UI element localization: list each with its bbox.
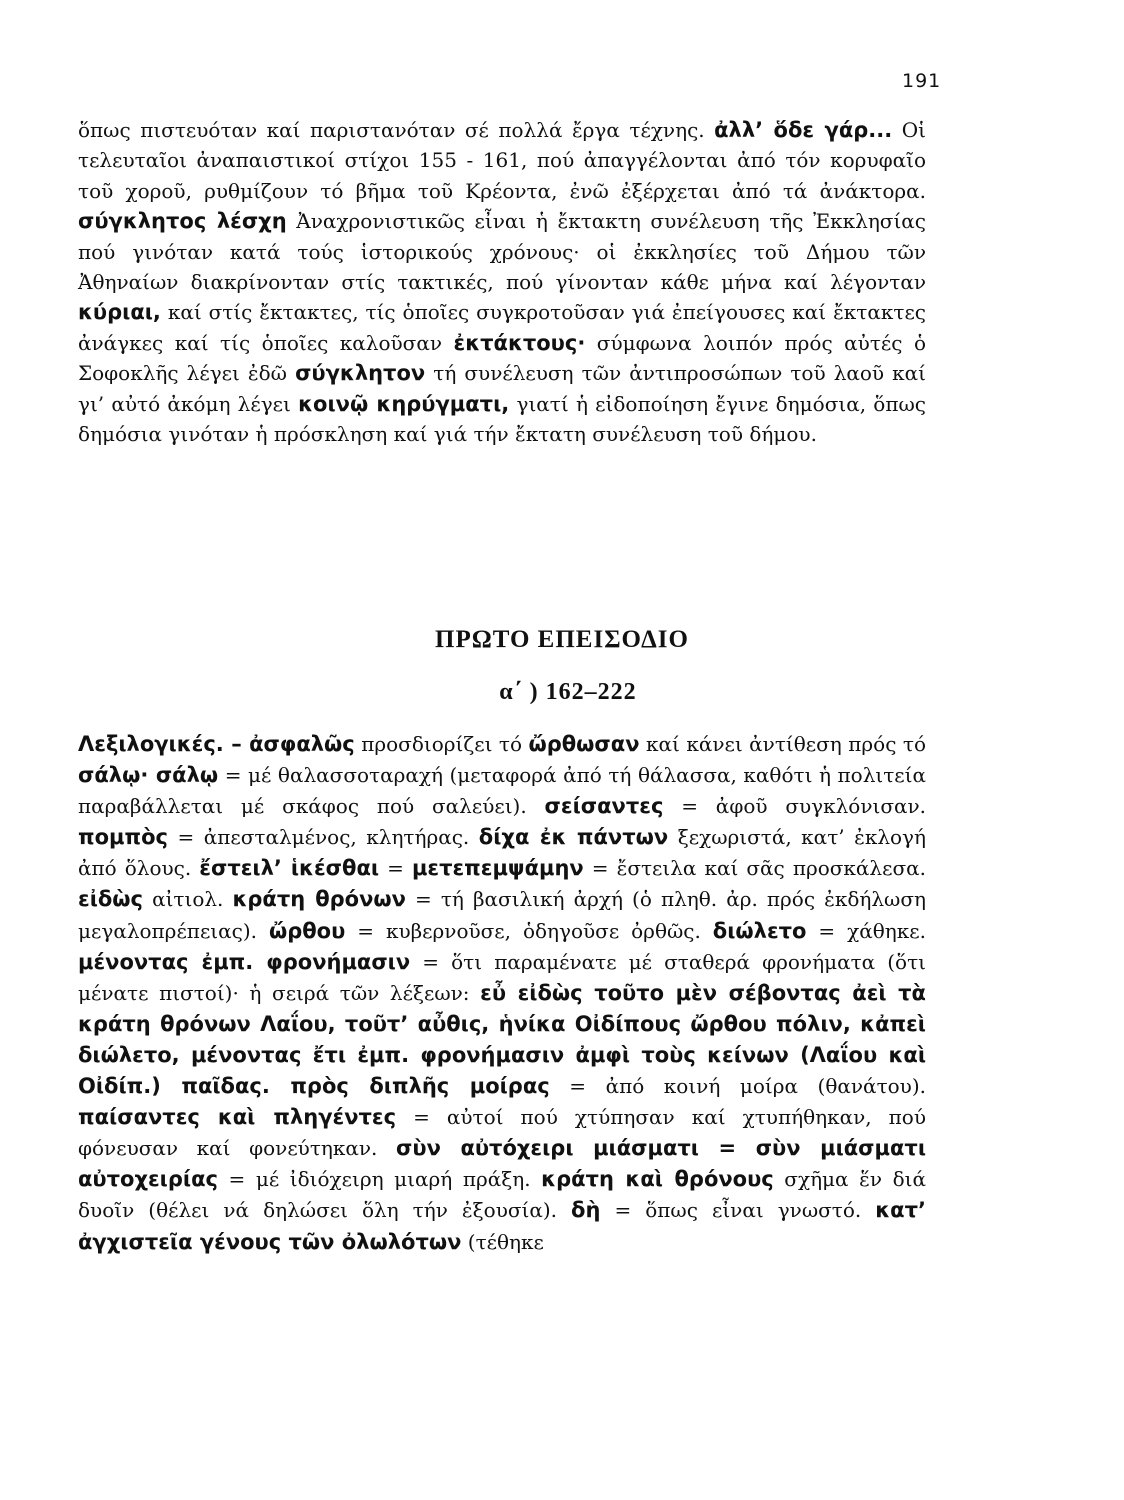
body-text: = ὅτι παραμένατε μέ σταθερά φρονήματα (ὅτι μένατε πιστοί)· ἡ σειρά τῶν λέξεων: (78, 949, 926, 1005)
commentary-paragraph (78, 115, 926, 449)
bold-term: μένοντας ἐμπ. φρονήμασιν (78, 949, 411, 974)
bold-term: κατ’ ἀγχιστεῖα γένους τῶν ὀλωλότων (78, 1198, 926, 1254)
bold-term: σὺν αὐτόχειρι μιάσματι = σὺν μιάσματι αὐτοχειρίας (78, 1136, 926, 1192)
body-text: = μέ θαλασσοταραχή (μεταφορά ἀπό τή θάλασσα, καθότι ἡ πολιτεία παραβάλλεται μέ σκάφος πού σαλεύει). (78, 763, 926, 819)
body-text: = μέ ἰδιόχειρη μιαρή πράξη. (217, 1167, 542, 1192)
bold-term: ἀλλ’ ὅδε γάρ... (714, 118, 893, 142)
bold-term: σάλῳ· σάλῳ (78, 763, 219, 788)
body-text: αἰτιολ. (143, 887, 233, 912)
bold-term: πομπὸς (78, 825, 168, 850)
body-text: σχῆμα ἕν διά δυοῖν (θέλει νά δηλώσει ὅλη τήν ἐξουσία). (78, 1167, 926, 1223)
bold-term: κοινῷ κηρύγματι, (298, 391, 510, 416)
body-text: καί στίς ἔκτακτες, τίς ὁποῖες συγκροτοῦσαν γιά ἐπείγουσες καί ἔκτακτες ἀνάγκες καί τίς ὁποῖες καλοῦσαν (78, 300, 926, 355)
vocabulary-paragraph (78, 729, 926, 1258)
bold-term: σείσαντες (544, 794, 664, 819)
body-text: (τέθηκε (461, 1229, 544, 1254)
body-text: = αὐτοί πού χτύπησαν καί χτυπήθηκαν, πού φόνευσαν καί φονεύτηκαν. (78, 1105, 926, 1161)
page-number: 191 (902, 70, 942, 92)
body-text: γιατί ἡ εἰδοποίηση ἔγινε δημόσια, ὅπως δημόσια γινόταν ἡ πρόσκληση καί γιά τήν ἔκτατη συνέλευση τοῦ δήμου. (78, 391, 926, 447)
bold-term: μετεπεμψάμην (411, 856, 584, 881)
body-text: = (379, 856, 412, 881)
bold-term: σύγκλητος λέσχη (78, 209, 287, 234)
body-text: = ἀπεσταλμένος, κλητήρας. (167, 825, 479, 850)
bold-term: κύριαι, (78, 300, 161, 325)
bold-term: εἰδὼς (78, 887, 143, 912)
bold-term: εὖ εἰδὼς τοῦτο μὲν σέβοντας ἀεὶ τὰ κράτη θρόνων Λαΐου, τοῦτ’ αὖθις, ἡνίκα Οἰδίπους ὤρθου πόλιν, κἀπεὶ διώλετο, μένοντας ἔτι ἐμπ. φρονήμασιν ἀμφὶ τοὺς κείνων (Λαΐου καὶ Οἰδίπ.) παῖδας. πρὸς διπλῆς μοίρας (78, 980, 926, 1099)
body-text: καί κάνει ἀντίθεση πρός τό (639, 732, 926, 756)
section-heading: ΠΡΩΤΟ ΕΠΕΙΣΟΔΙΟ (435, 626, 689, 653)
bold-term: δὴ (571, 1198, 601, 1223)
bold-term: ὤρθωσαν (528, 732, 640, 756)
bold-term: ἔστειλ’ ἱκέσθαι (199, 856, 380, 881)
body-text: = ὅπως εἶναι γνωστό. (600, 1198, 876, 1223)
body-text: = κυβερνοῦσε, ὁδηγοῦσε ὀρθῶς. (345, 918, 713, 943)
body-text: = ἀπό κοινή μοίρα (θανάτου). (549, 1074, 926, 1099)
body-text: = τή βασιλική ἀρχή (ὁ πληθ. ἀρ. πρός ἐκδήλωση μεγαλοπρέπειας). (78, 887, 926, 943)
bold-term: κράτη καὶ θρόνους (541, 1167, 774, 1192)
body-text: σύμφωνα λοιπόν πρός αὐτές ὁ Σοφοκλῆς λέγει ἐδῶ (78, 330, 926, 386)
body-text: προσδιορίζει τό (354, 732, 529, 756)
bold-term: δίχα ἐκ πάντων (478, 825, 669, 850)
body-text: Ἀναχρονιστικῶς εἶναι ἡ ἔκτακτη συνέλευση τῆς Ἐκκλησίας πού γινόταν κατά τούς ἱστορικούς χρόνους· οἱ ἐκκλησίες τοῦ Δήμου τῶν Ἀθηναίων διακρίνονταν στίς τακτικές, πού γίνονταν κάθε μήνα καί λέγονταν (78, 209, 926, 295)
body-text: = χάθηκε. (806, 918, 926, 943)
bold-term: διώλετο (712, 918, 807, 943)
bold-term: Λεξιλογικές. – ἀσφαλῶς (78, 732, 355, 756)
bold-term: σύγκλητον (295, 361, 426, 386)
bold-term: παίσαντες καὶ πληγέντες (78, 1105, 397, 1130)
body-text: ὅπως πιστευόταν καί παριστανόταν σέ πολλά ἔργα τέχνης. (78, 118, 715, 142)
subsection-heading: α΄ ) 162–222 (499, 679, 637, 705)
bold-term: ὤρθου (268, 918, 346, 943)
body-text: τή συνέλευση τῶν ἀντιπροσώπων τοῦ λαοῦ καί γι’ αὐτό ἀκόμη λέγει (78, 361, 926, 416)
body-text: ξεχωριστά, κατ’ ἐκλογή ἀπό ὅλους. (78, 825, 926, 881)
body-text: = ἀφοῦ συγκλόνισαν. (663, 794, 926, 819)
bold-term: ἐκτάκτους· (453, 330, 586, 355)
body-text: = ἔστειλα καί σᾶς προσκάλεσα. (583, 856, 926, 881)
bold-term: κράτη θρόνων (232, 887, 406, 912)
body-text: Οἱ τελευταῖοι ἀναπαιστικοί στίχοι 155 - 161, πού ἀπαγγέλονται ἀπό τόν κορυφαῖο τοῦ χοροῦ, ρυθμίζουν τό βῆμα τοῦ Κρέοντα, ἐνῶ ἐξέρχεται ἀπό τά ἀνάκτορα. (78, 118, 926, 203)
